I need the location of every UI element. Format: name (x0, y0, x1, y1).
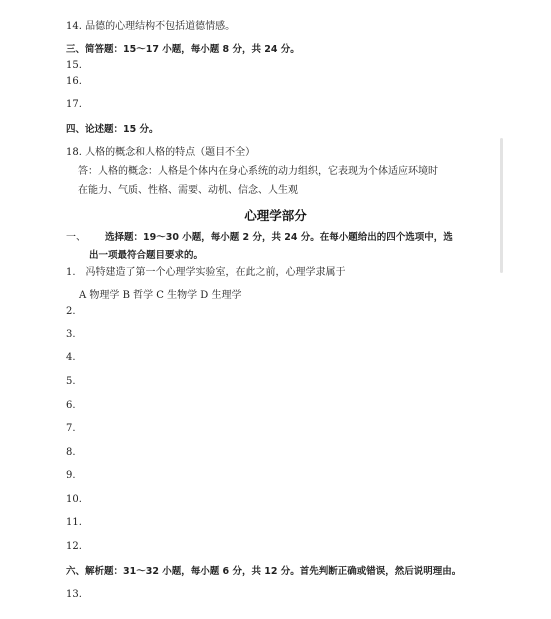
question-11: 11. (66, 517, 82, 528)
question-10: 10. (66, 494, 82, 505)
question-1: 1. 冯特建造了第一个心理学实验室，在此之前，心理学隶属于 (66, 267, 346, 278)
question-4: 4. (66, 352, 76, 363)
question-15: 15. (66, 60, 82, 71)
question-7: 7. (66, 423, 76, 434)
section-3-heading: 三、简答题：15～17 小题，每小题 8 分，共 24 分。 (66, 44, 300, 55)
section-4-heading: 四、论述题：15 分。 (66, 124, 159, 135)
question-16: 16. (66, 76, 82, 87)
answer-line-2: 在能力、气质、性格、需要、动机、信念、人生观 (78, 185, 298, 196)
section-6-heading: 六、解析题：31～32 小题，每小题 6 分，共 12 分。首先判断正确或错误，然后说明理由。 (66, 566, 462, 577)
section-1-heading: 选择题：19～30 小题，每小题 2 分，共 24 分。在每小题给出的四个选项中，选 (105, 232, 453, 243)
scrollbar[interactable] (500, 138, 503, 273)
section-title: 心理学部分 (244, 208, 307, 223)
answer-line-1: 答：人格的概念：人格是个体内在身心系统的动力组织，它表现为个体适应环境时 (78, 166, 438, 177)
section-1-heading-cont: 出一项最符合题目要求的。 (89, 250, 204, 261)
question-2: 2. (66, 306, 76, 317)
question-6: 6. (66, 400, 76, 411)
question-12: 12. (66, 541, 82, 552)
question-18: 18. 人格的概念和人格的特点（题目不全） (66, 147, 256, 158)
question-5: 5. (66, 376, 76, 387)
question-17: 17. (66, 99, 82, 110)
question-14: 14. 品德的心理结构不包括道德情感。 (66, 21, 236, 32)
question-3: 3. (66, 329, 76, 340)
question-8: 8. (66, 447, 76, 458)
question-1-options: A 物理学 B 哲学 C 生物学 D 生理学 (79, 290, 242, 301)
question-9: 9. (66, 470, 76, 481)
section-1-number: 一、 (66, 232, 86, 243)
question-13: 13. (66, 589, 82, 600)
